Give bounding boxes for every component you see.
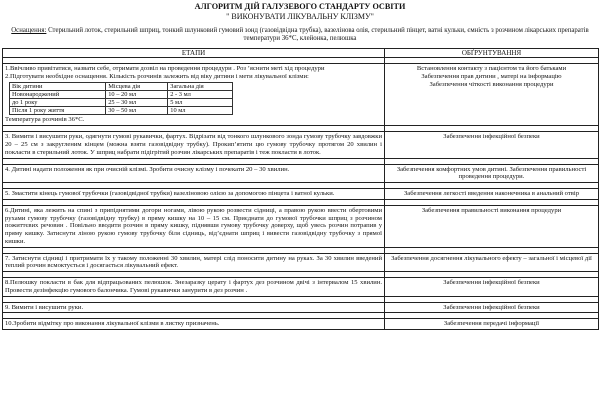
dose-cell: 25 – 30 мл [106, 99, 168, 107]
dose-cell: 2 - 3 мл [168, 90, 233, 98]
table-row [3, 253, 599, 272]
justification-cell: Забезпечення легкості введення наконечника в анальний отвір [385, 189, 599, 200]
step-text: Температура розчинів 36*С. [5, 116, 85, 124]
justification-cell: Забезпечення правильності виконання процедури [385, 205, 599, 247]
step-cell: 5. Змастити кінець гумової трубочки (газовідвідної трубки) вазеліновою олією за допомогою пінцета і ватної кульки. [3, 189, 385, 200]
dose-cell: 10 – 20 мл [106, 90, 168, 98]
dose-table-row [10, 99, 233, 107]
step-cell: 8.Пелюшку покласти в бак для відпрацьованих пелюшок. Знезаразку церату і фартух дез розчином двічі з інтервалом 15 хвилин. Провести дезінфекцію гумового балончика. Гумові рукавички занурити в дез розчин . [3, 278, 385, 297]
justification-cell: Забезпечення інфекційної безпеки [385, 132, 599, 158]
equipment-label: Оснащення: [11, 27, 47, 34]
justification-cell: Забезпечення досягнення лікувального ефекту – загальної і місцевої дії [385, 253, 599, 272]
equipment-paragraph [8, 27, 592, 44]
step-cell [3, 64, 385, 126]
dose-cell: Після 1 року життя [10, 107, 106, 115]
step-cell: 4. Дитині надати положення як при очисній клізмі. Зробити очисну клізму і почекати 20 – 30 хвилин. [3, 164, 385, 183]
equipment-text: Стерильний лоток, стерильний шприц, тонкий шлунковий гумовий зонд (газовідвідна трубка), вазелінова олія, стерильний пінцет, ватні кульки, ємність з розчином лікарських препаратів температури 36*С, клейонка, пелюшка [48, 27, 589, 43]
table-row [3, 205, 599, 247]
column-header-steps: ЕТАПИ [3, 49, 385, 58]
algorithm-table [2, 48, 599, 330]
justification-text: Забезпечення чіткості виконання процедури [429, 80, 554, 88]
table-row [3, 319, 599, 330]
step-cell: 7. Затиснути сідниці і притримати їх у такому положенні 30 хвилин, матері слід поносити дитину на руках. За 30 хвилин введений теплий розчин всмоктується і досягається лікувальний ефект. [3, 253, 385, 272]
dose-cell: Вік дитини [10, 82, 106, 90]
dose-table-row [10, 107, 233, 115]
dose-cell: Новонароджений [10, 90, 106, 98]
dose-table-row [10, 90, 233, 98]
justification-cell: Забезпечення комфортних умов дитині. Забезпечення правильності проведення процедури. [385, 164, 599, 183]
dose-cell: до 1 року [10, 99, 106, 107]
dose-cell: Місцева дія [106, 82, 168, 90]
step-text: 2.Підготувати необхідне оснащення. Кількість розчинів залежить від віку дитини і мети лікувальної клізми: [5, 73, 309, 81]
justification-text: Забезпечення прав дитини , матері на інформацію [421, 73, 562, 81]
column-header-justification: ОБҐРУНТУВАННЯ [385, 49, 599, 58]
step-cell: 9. Вимити і висушити руки. [3, 302, 385, 313]
table-row [3, 132, 599, 158]
dose-cell: 30 – 50 мл [106, 107, 168, 115]
table-header-row [3, 49, 599, 58]
justification-text: Встановлення контакту з пацієнтом та його батьками [416, 65, 567, 73]
step-cell: 10.Зробити відмітку про виконання лікувальної клізми в листку призначень. [3, 319, 385, 330]
step-cell: 6.Дитині, яка лежить на спині з припіднятими догори ногами, лівою рукою розвести сідниці, а правою рукою ввести обертовими рухами гумову трубочку (газовідвідну трубку) в пряму кишку на 10 – 15 см. Приєднати до гумової трубочки шприц з розчином пожиттєвих речовин . Повільно вводити розчин в пряму кишку, піднявши гумову трубочку доверху, щоб увесь розчин потрапив у пряму кишку. Затиснути ліною рукою гумову трубочку біля сідниць, від’єднати шприц і вивести газовідвідну трубочку з прямої кишки. [3, 205, 385, 247]
justification-cell: Забезпечення передачі інформації [385, 319, 599, 330]
table-row [3, 164, 599, 183]
page-subtitle: " ВИКОНУВАТИ ЛІКУВАЛЬНУ КЛІЗМУ" [226, 12, 374, 21]
dose-table-row [10, 82, 233, 90]
table-row [3, 278, 599, 297]
page-title: АЛГОРИТМ ДІЙ ГАЛУЗЕВОГО СТАНДАРТУ ОСВІТИ [194, 2, 406, 11]
table-row [3, 189, 599, 200]
dose-cell: 10 мл [168, 107, 233, 115]
dose-table [9, 82, 233, 116]
dose-cell: Загальна дія [168, 82, 233, 90]
step-cell: 3. Вимити і висушити руки, одягнути гумові рукавички, фартух. Відрізати від тонкого шлункового зонда гумову трубочку завдовжки 20 – 25 см з закругленим кінцем (можна взяти газовідвідну трубку). Прокип’ятити цю гумову трубочку протягом 20 хвилин і покласти в стерильний лоток. У шприц набрати підігрітий розчин лікарських препаратів і теж покласти в лоток. [3, 132, 385, 158]
justification-cell: Забезпечення інфекційної безпеки [385, 278, 599, 297]
step-text: 1.Ввічливо привітатися, назвати себе, отримати дозвіл на проведення процедури . Роз ’яснити меті хід процедури [5, 65, 325, 73]
dose-cell: 5 мл [168, 99, 233, 107]
justification-cell: Забезпечення інфекційної безпеки [385, 302, 599, 313]
justification-cell [385, 64, 599, 126]
table-row [3, 64, 599, 126]
table-row [3, 302, 599, 313]
